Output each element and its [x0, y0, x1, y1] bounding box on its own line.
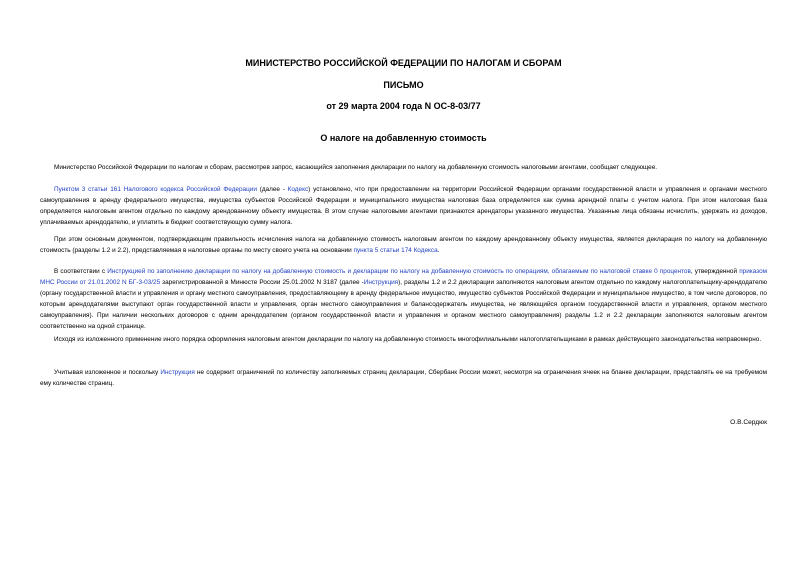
instruction-link[interactable]: Инструкция [160, 369, 195, 376]
code-link[interactable]: Кодекс [287, 186, 309, 193]
paragraph-conclusion [40, 334, 767, 345]
paragraph-text: В соответствии с [54, 268, 108, 275]
paragraph-tax-base [40, 184, 767, 228]
paragraph-text: , утвержденной [690, 268, 740, 275]
paragraph-text: (далее - [256, 186, 288, 193]
subject-heading: О налоге на добавленную стоимость [320, 133, 487, 143]
paragraph-text: ) установлено, что при предоставлении на территории Российской Федерации органами государственной власти и управления и органами местного самоуправления в аренду федерального имущества, имущества субъектов Российской Федерации и муниципального имущества налоговая база определяется как сумма арендной платы с учетом налога. При этом налоговая база определяется налоговым агентом отдельно по каждому арендованному объекту имущества. В этом случае налоговыми агентами признаются арендаторы указанного имущества. Указанные лица обязаны исчислить, удержать из доходов, уплачиваемых арендодателю, и уплатить в бюджет соответствующую сумму налога. [40, 186, 767, 227]
paragraph-text: При этом основным документом, подтверждающим правильность исчисления налога на добавленную стоимость налоговым агентом по каждому арендованному объекту имущества, является декларация по налогу на добавленную стоимость (разделы 1.2 и 2.2), представляемая в налоговые органы по месту своего учета на основании [40, 236, 767, 255]
date-number-heading: от 29 марта 2004 года N ОС-8-03/77 [326, 101, 481, 111]
paragraph-text: зарегистрированной в Минюсте России 25.01.2002 N 3187 (далее - [160, 279, 364, 287]
document-type-heading: ПИСЬМО [383, 80, 424, 90]
paragraph-text: . [437, 247, 440, 255]
signature: О.В.Сердюк [730, 419, 767, 426]
paragraph-intro [40, 162, 767, 173]
tax-code-article-link[interactable]: Пунктом 3 статьи 161 Налогового кодекса Российской Федерации [54, 186, 257, 193]
paragraph-text: не содержит ограничений по количеству заполняемых страниц декларации, Сбербанк России может, несмотря на ограничения ячеек на бланке декларации, представлять ее на требуемом ему количестве страниц. [40, 369, 767, 388]
paragraph-declaration [40, 234, 767, 256]
paragraph-sberbank [40, 367, 767, 389]
instruction-full-link[interactable]: Инструкцией по заполнению декларации по налогу на добавленную стоимость и декларации по налогу на добавленную стоимость по операциям, облагаемым по налоговой ставке 0 процентов [107, 268, 691, 275]
paragraph-text: Исходя из изложенного применение иного порядка оформления налоговым агентом декларации по налогу на добавленную стоимость многофилиальными налогоплательщиками в рамках действующего законодательства неправомерно. [54, 336, 762, 343]
paragraph-text: ), разделы 1.2 и 2.2 декларации заполняются налоговым агентом отдельно по каждому налогоплательщику-арендодателю (органу государственной власти и управления и органу местного самоуправления, предоставляющему в аренду федеральное имущество, имущество субъектов Российской Федерации и муниципальное имущество, в том числе договоров, по которым арендодателями выступают орган государственной власти и управления, орган местного самоуправления и балансодержатель имущества, не являющийся органом государственной власти и управления, органом местного самоуправления). При наличии нескольких договоров с одним арендодателем (органом государственной власти и управления и органом местного самоуправления) разделы 1.2 и 2.2 декларации заполняются налоговым агентом соответственно на одной странице. [40, 279, 767, 331]
order-link[interactable]: приказом МНС России от 21.01.2002 N БГ-3-03/25 [40, 268, 768, 287]
paragraph-text: Министерство Российской Федерации по налогам и сборам, рассмотрев запрос, касающийся заполнения декларации по налогу на добавленную стоимость налоговыми агентами, сообщает следующее. [54, 164, 658, 171]
article-174-link[interactable]: пункта 5 статьи 174 Кодекса [353, 247, 438, 255]
paragraph-text: Учитывая изложенное и поскольку [54, 369, 161, 376]
ministry-heading: МИНИСТЕРСТВО РОССИЙСКОЙ ФЕДЕРАЦИИ ПО НАЛОГАМ И СБОРАМ [245, 58, 562, 68]
paragraph-instruction [40, 266, 767, 333]
instruction-link[interactable]: Инструкция [363, 279, 399, 287]
